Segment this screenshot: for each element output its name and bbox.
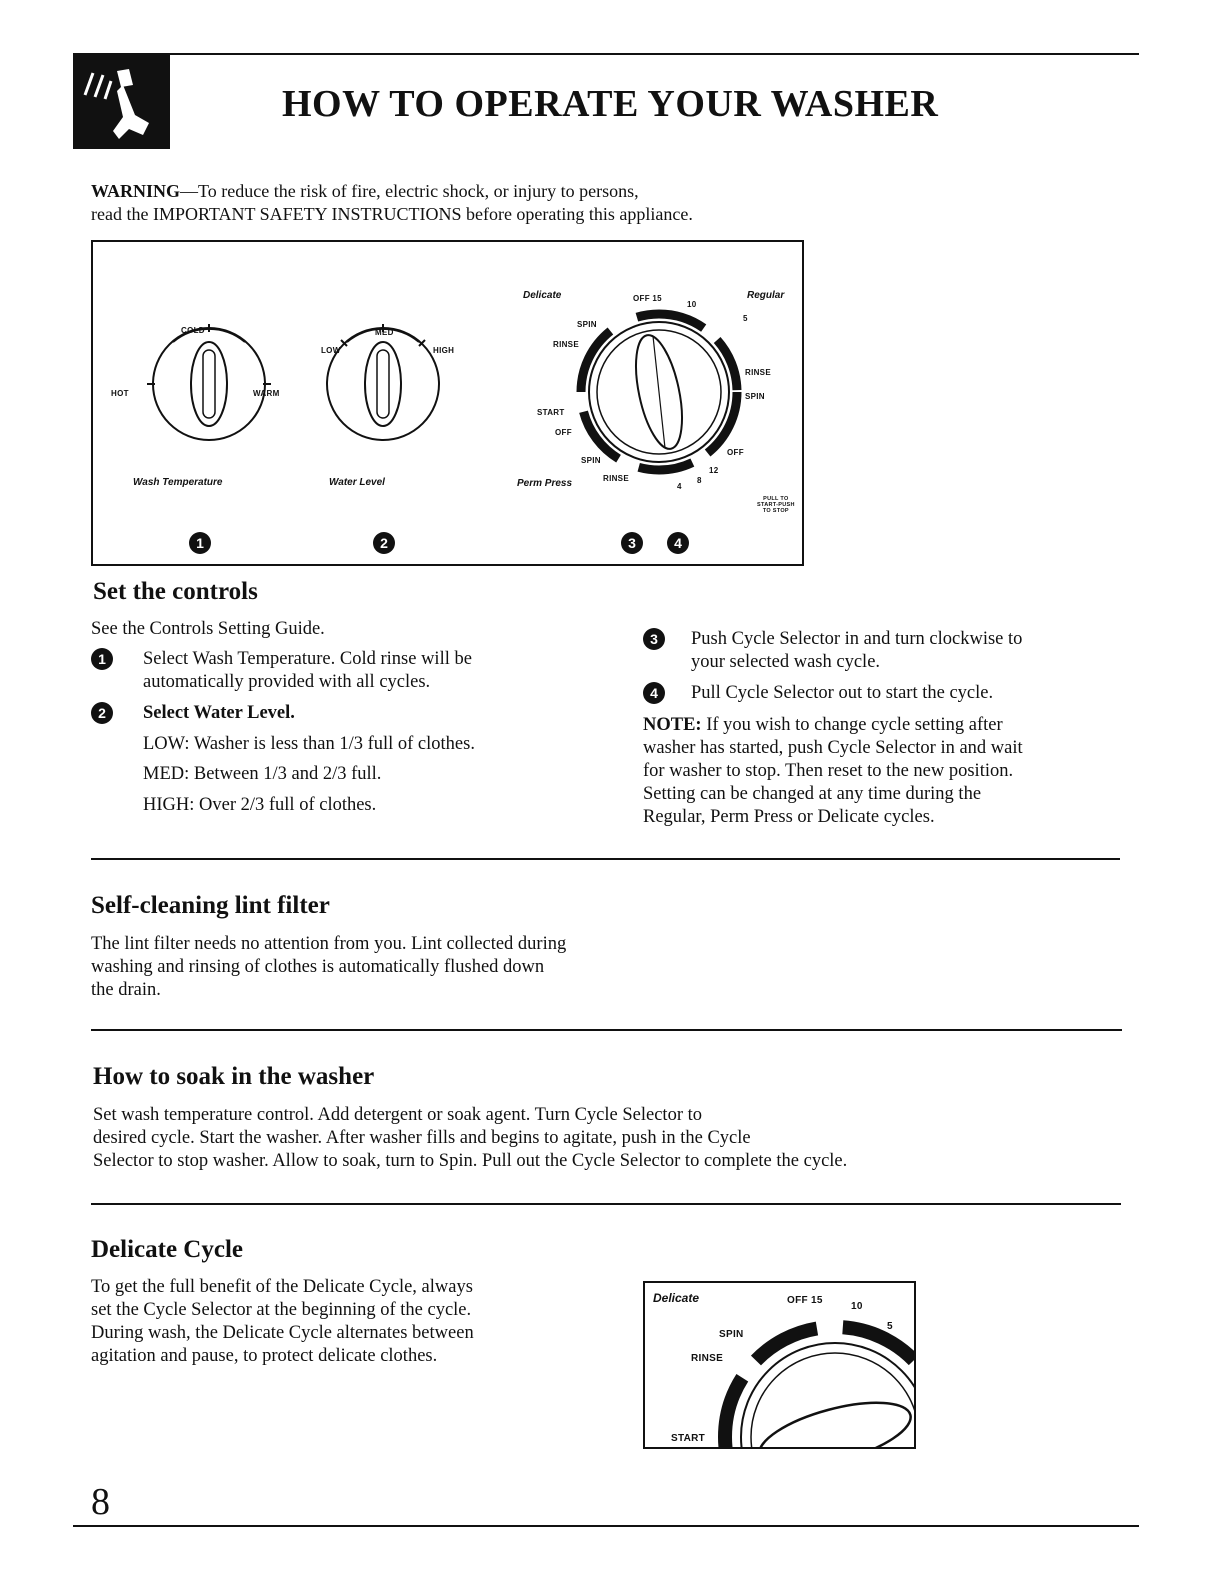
delicate-dial-off15-label: OFF 15: [787, 1295, 823, 1306]
delicate-dial-spin-label: SPIN: [719, 1329, 744, 1340]
delicate-dial-delicate-label: Delicate: [653, 1291, 700, 1305]
page-number: 8: [91, 1481, 110, 1523]
spin-left-label: SPIN: [577, 320, 597, 329]
step-3-line2: your selected wash cycle.: [691, 652, 881, 672]
badge-3: 3: [621, 532, 643, 554]
low-label: LOW: [321, 346, 341, 355]
divider-3: [91, 1203, 1121, 1205]
rinse-bottom-label: RINSE: [603, 474, 629, 483]
step-3-badge: 3: [643, 628, 665, 650]
hot-label: HOT: [111, 389, 129, 398]
rinse-left-label: RINSE: [553, 340, 579, 349]
set-controls-heading: Set the controls: [93, 578, 258, 605]
num-12-label: 12: [709, 466, 719, 475]
off15-label: OFF 15: [633, 294, 662, 303]
step-3-line1: Push Cycle Selector in and turn clockwise to: [691, 629, 1023, 649]
set-controls-intro: See the Controls Setting Guide.: [91, 619, 325, 639]
delicate-heading: Delicate Cycle: [91, 1236, 244, 1263]
washer-logo-icon: [73, 55, 170, 149]
warning-label: WARNING: [91, 181, 181, 201]
note-text: NOTE: If you wish to change cycle setting after washer has started, push Cycle Selector in and wait for washer to stop. Then reset to the new position. Setting can be changed at any time during the Regular, Perm Press or Delicate cycles.: [643, 715, 1023, 827]
num-4-label: 4: [677, 482, 682, 491]
delicate-text: To get the full benefit of the Delicate Cycle, always set the Cycle Selector at the beginning of the cycle. During wash, the Delicate Cycle alternates between agitation and pause, to protect delicate clothes.: [91, 1277, 474, 1366]
delicate-dial-10-label: 10: [851, 1301, 863, 1312]
divider-1: [91, 858, 1120, 860]
top-rule: [73, 53, 1139, 55]
lint-filter-heading: Self-cleaning lint filter: [91, 892, 330, 919]
wash-temperature-knob: [133, 322, 293, 452]
water-level-knob: [321, 322, 451, 452]
divider-2: [91, 1029, 1122, 1031]
badge-1: 1: [189, 532, 211, 554]
step-2-badge: 2: [91, 702, 113, 724]
num-8-label: 8: [697, 476, 702, 485]
spin-right-label: SPIN: [745, 392, 765, 401]
note-label: NOTE:: [643, 715, 702, 735]
delicate-dial-rinse-label: RINSE: [691, 1353, 724, 1364]
lint-filter-text: The lint filter needs no attention from you. Lint collected during washing and rinsing of clothes is automatically flushed down the drain.: [91, 934, 567, 1000]
badge-4: 4: [667, 532, 689, 554]
med-label: MED: [375, 328, 394, 337]
step-1-badge: 1: [91, 648, 113, 670]
warning-line1: —To reduce the risk of fire, electric shock, or injury to persons,: [180, 181, 639, 201]
high-label: HIGH: [433, 346, 455, 355]
bottom-rule: [73, 1525, 1139, 1527]
delicate-label: Delicate: [523, 290, 562, 301]
wash-temperature-caption: Wash Temperature: [133, 477, 223, 488]
water-level-caption: Water Level: [329, 477, 385, 488]
off-right-label: OFF: [727, 448, 744, 457]
low-description: LOW: Washer is less than 1/3 full of clothes.: [143, 734, 475, 754]
spin-bottom-label: SPIN: [581, 456, 601, 465]
step-2-title: Select Water Level.: [143, 703, 295, 723]
rinse-right-label: RINSE: [745, 368, 771, 377]
num-5-label: 5: [743, 314, 748, 323]
pull-to-start-label: PULL TO START-PUSH TO STOP: [757, 496, 795, 514]
med-description: MED: Between 1/3 and 2/3 full.: [143, 764, 382, 784]
step-1-line1: Select Wash Temperature. Cold rinse will be: [143, 649, 472, 669]
start-label: START: [537, 408, 565, 417]
step-1: [91, 648, 611, 696]
control-panel-diagram: [91, 240, 804, 566]
soak-heading: How to soak in the washer: [93, 1063, 375, 1090]
regular-label: Regular: [747, 290, 785, 301]
perm-press-label: Perm Press: [517, 478, 573, 489]
badge-2: 2: [373, 532, 395, 554]
high-description: HIGH: Over 2/3 full of clothes.: [143, 795, 377, 815]
step-1-line2: automatically provided with all cycles.: [143, 672, 431, 692]
num-10-label: 10: [687, 300, 697, 309]
step-4-line1: Pull Cycle Selector out to start the cycle.: [691, 683, 994, 703]
step-3: [643, 628, 1123, 676]
delicate-dial-start-label: START: [671, 1433, 706, 1444]
delicate-dial-5-label: 5: [887, 1321, 893, 1332]
warm-label: WARM: [253, 389, 280, 398]
warning-line2: read the IMPORTANT SAFETY INSTRUCTIONS before operating this appliance.: [91, 204, 693, 224]
warning-text: [91, 180, 851, 226]
delicate-dial-diagram: [643, 1281, 916, 1449]
off-left-label: OFF: [555, 428, 572, 437]
cold-label: COLD: [181, 326, 205, 335]
page-title: HOW TO OPERATE YOUR WASHER: [282, 83, 939, 125]
soak-text: Set wash temperature control. Add detergent or soak agent. Turn Cycle Selector to desired cycle. Start the washer. After washer fills and begins to agitate, push in the Cycle Selector to stop washer. Allow to soak, turn to Spin. Pull out the Cycle Selector to complete the cycle.: [93, 1105, 848, 1171]
step-4-badge: 4: [643, 682, 665, 704]
